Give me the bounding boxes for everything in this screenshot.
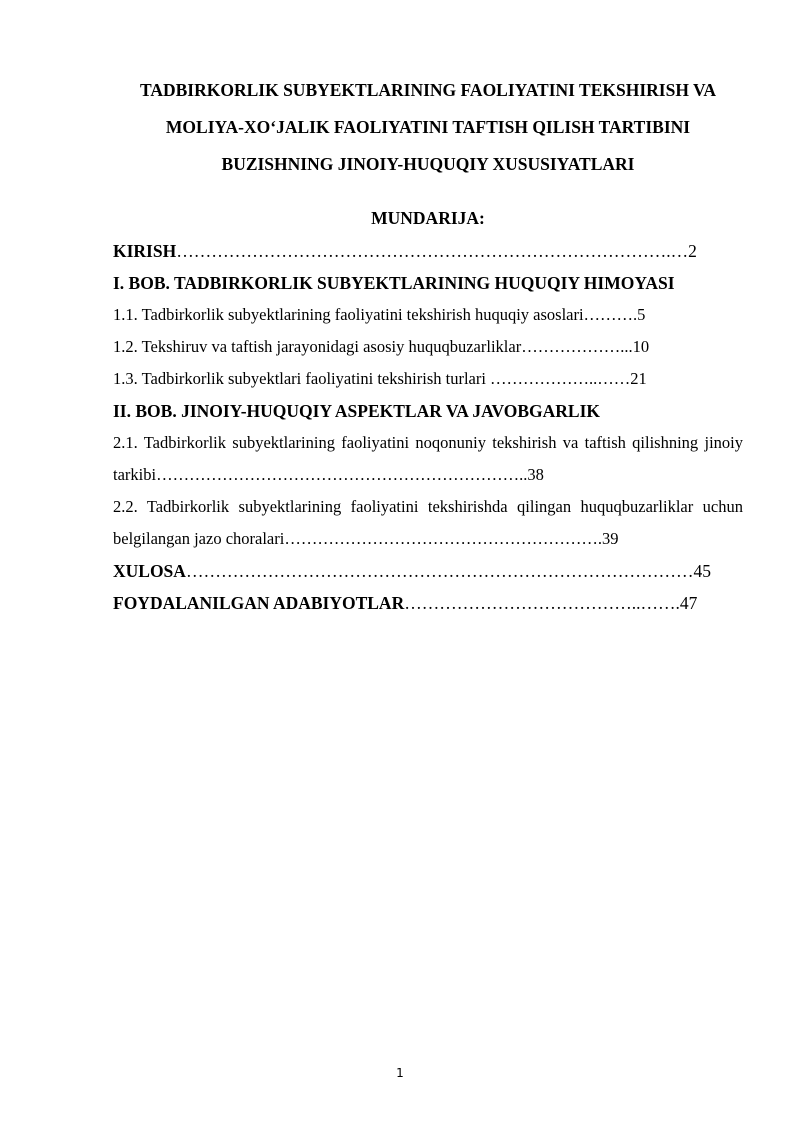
toc-entry-label: FOYDALANILGAN ADABIYOTLAR xyxy=(113,593,405,613)
toc-entry-leader: ……………………………………………………………………………45 xyxy=(185,561,711,581)
title-line-2: MOLIYA-XO‘JALIK FAOLIYATINI TAFTISH QILISH TARTIBINI xyxy=(165,117,691,137)
page-number: 1 xyxy=(396,1066,404,1080)
title-line-3: BUZISHNING JINOIY-HUQUQIY XUSUSIYATLARI xyxy=(221,154,635,174)
toc-entry-label: XULOSA xyxy=(113,561,186,581)
document-title xyxy=(113,72,743,183)
toc-entry-1-1: 1.1. Tadbirkorlik subyektlarining faoliyatini tekshirish huquqiy asoslari……….5 xyxy=(113,305,646,324)
toc-chapter-1: I. BOB. TADBIRKORLIK SUBYEKTLARINING HUQUQIY HIMOYASI xyxy=(113,273,675,293)
toc-entry-2-1: 2.1. Tadbirkorlik subyektlarining faoliyatini noqonuniy tekshirish va taftish qilishning jinoiy tarkibi…………………………………………………………..38 xyxy=(113,433,743,484)
toc-entry-label: KIRISH xyxy=(113,241,177,261)
toc-chapter-2: II. BOB. JINOIY-HUQUQIY ASPEKTLAR VA JAVOBGARLIK xyxy=(113,401,601,421)
toc-entry-1-3: 1.3. Tadbirkorlik subyektlari faoliyatini tekshirish turlari ………………..……21 xyxy=(113,369,647,388)
toc-entry-conclusion xyxy=(113,555,743,587)
toc-entry-1-2: 1.2. Tekshiruv va taftish jarayonidagi asosiy huquqbuzarliklar………………...10 xyxy=(113,337,650,356)
table-of-contents xyxy=(113,235,743,619)
toc-entry-2-2: 2.2. Tadbirkorlik subyektlarining faoliyatini tekshirishda qilingan huquqbuzarliklar uchun belgilangan jazo choralari………………………………………………….39 xyxy=(113,497,743,548)
toc-entry-bibliography xyxy=(113,587,743,619)
title-line-1: TADBIRKORLIK SUBYEKTLARINING FAOLIYATINI TEKSHIRISH VA xyxy=(139,80,717,100)
toc-entry-leader: …………………………………..…….47 xyxy=(404,593,698,613)
contents-heading: MUNDARIJA: xyxy=(371,208,485,228)
toc-entry-introduction xyxy=(113,235,743,267)
toc-entry-leader: ………………………………………………………………………….…2 xyxy=(176,241,697,261)
